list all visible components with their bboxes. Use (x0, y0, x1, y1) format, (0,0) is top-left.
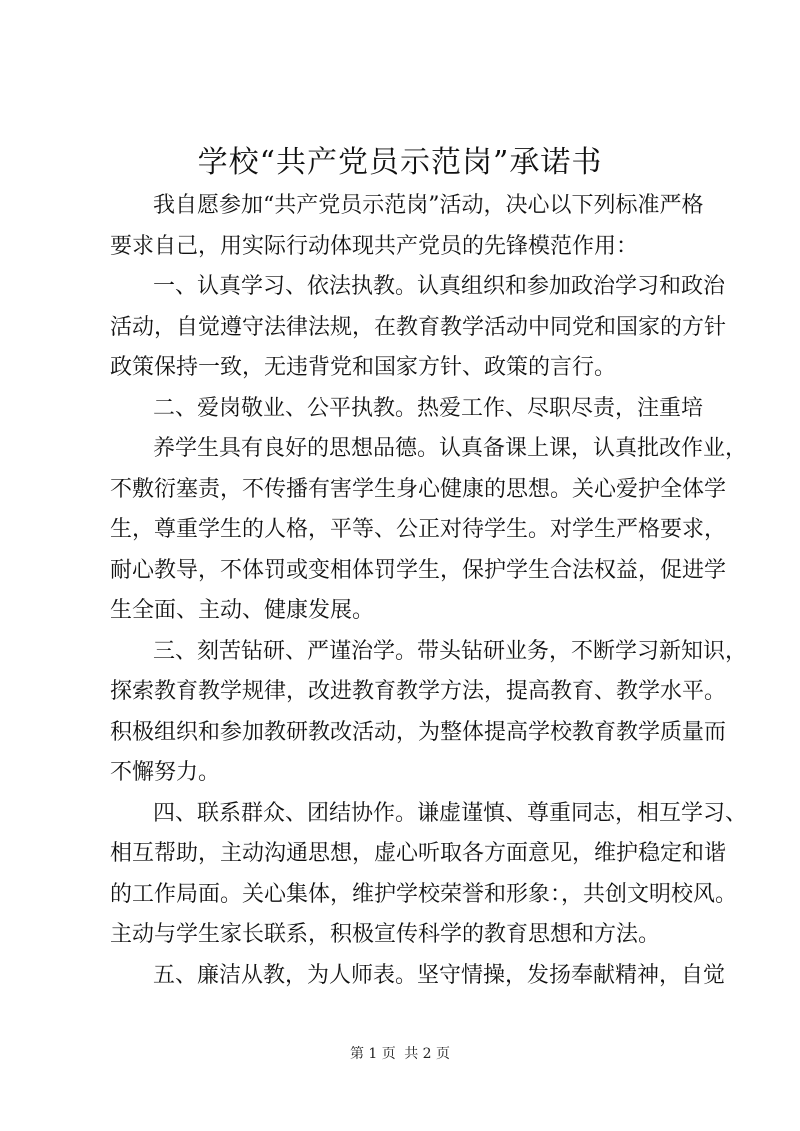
text-line: 政策保持一致，无违背党和国家方针、政策的言行。 (110, 355, 617, 380)
text-line: 生，尊重学生的人格，平等、公正对待学生。对学生严格要求， (110, 517, 727, 542)
text-line: 五、廉洁从教，为人师表。坚守情操，发扬奉献精神，自觉 (153, 963, 726, 988)
text-line: 主动与学生家长联系，积极宣传科学的教育思想和方法。 (110, 922, 661, 947)
text-line: 生全面、主动、健康发展。 (110, 598, 375, 623)
text-line: 耐心教导，不体罚或变相体罚学生，保护学生合法权益，促进学 (110, 558, 727, 583)
text-line: 的工作局面。关心集体，维护学校荣誉和形象：，共创文明校风。 (110, 882, 738, 907)
text-line: 活动，自觉遵守法律法规，在教育教学活动中同党和国家的方针 (110, 315, 727, 340)
text-line: 养学生具有良好的思想品德。认真备课上课，认真批改作业， (153, 436, 748, 461)
text-line: 探索教育教学规律，改进教育教学方法，提高教育、教学水平。 (110, 679, 727, 704)
document-title: 学校“共产党员示范岗”承诺书 (197, 145, 603, 180)
text-line: 二、爱岗敬业、公平执教。热爱工作、尽职尽责，注重培 (153, 396, 704, 421)
text-line: 积极组织和参加教研教改活动，为整体提高学校教育教学质量而 (110, 720, 727, 745)
text-line: 不懈努力。 (110, 760, 221, 785)
page-number: 第 1 页 (349, 1046, 396, 1062)
text-line: 要求自己，用实际行动体现共产党员的先锋模范作用： (110, 234, 639, 259)
page-footer (0, 1044, 800, 1064)
page-total: 共 2 页 (404, 1046, 451, 1062)
text-line: 一、认真学习、依法执教。认真组织和参加政治学习和政治 (153, 274, 726, 299)
text-line: 不敷衍塞责，不传播有害学生身心健康的思想。关心爱护全体学 (110, 477, 727, 502)
text-line: 四、联系群众、团结协作。谦虚谨慎、尊重同志，相互学习、 (153, 801, 748, 826)
text-line: 三、刻苦钻研、严谨治学。带头钻研业务，不断学习新知识， (153, 639, 748, 664)
text-line: 我自愿参加“共产党员示范岗”活动，决心以下列标准严格 (153, 193, 704, 218)
text-line: 相互帮助，主动沟通思想，虚心听取各方面意见，维护稳定和谐 (110, 841, 727, 866)
